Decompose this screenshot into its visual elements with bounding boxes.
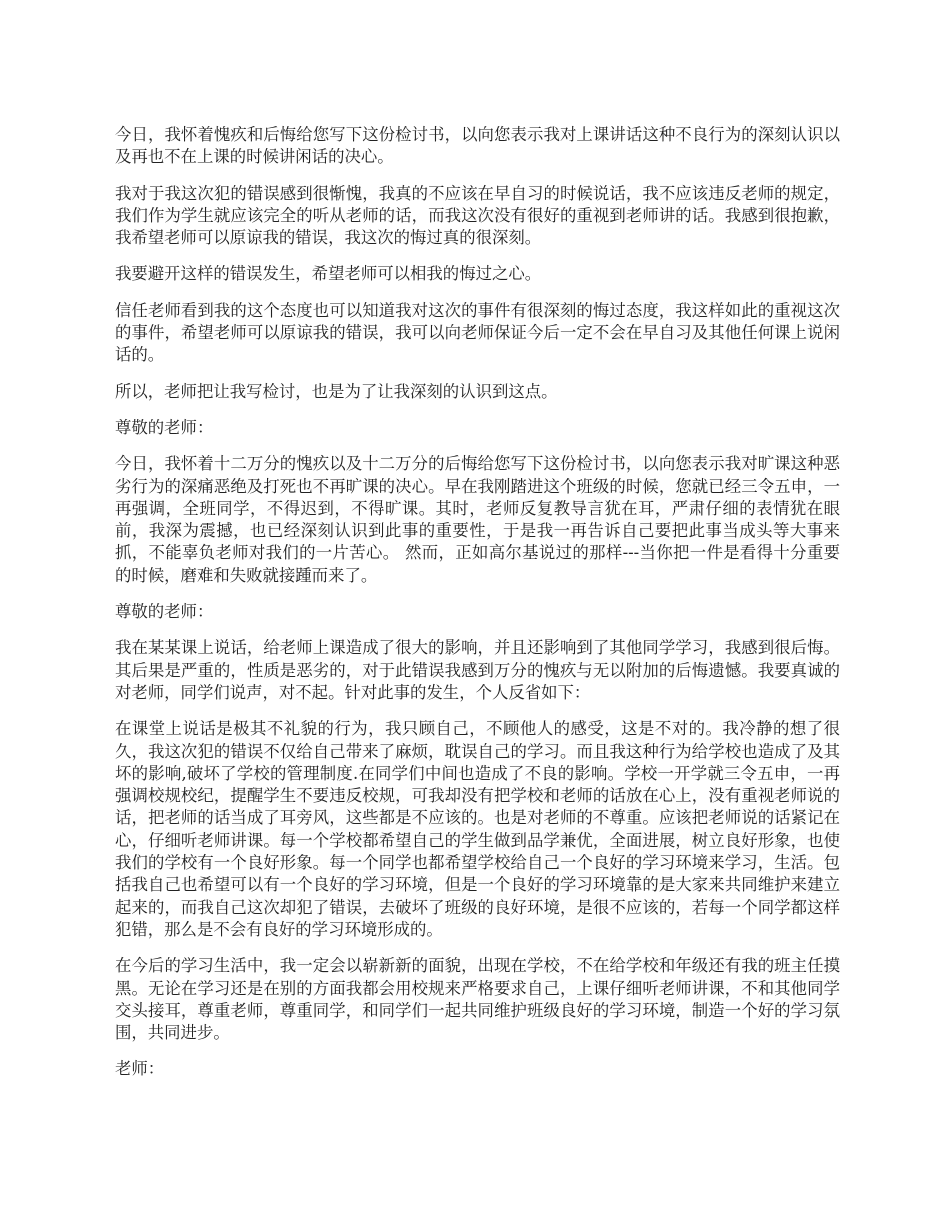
- paragraph-1: 今日，我怀着愧疚和后悔给您写下这份检讨书，以向您表示我对上课讲话这种不良行为的深刻认识以及再也不在上课的时候讲闲话的决心。: [115, 125, 840, 167]
- paragraph-7: 我在某某课上说话，给老师上课造成了很大的影响，并且还影响到了其他同学学习，我感到很后悔。其后果是严重的，性质是恶劣的，对于此错误我感到万分的愧疚与无以附加的后悔遗憾。我要真诚的对老师，同学们说声，对不起。针对此事的发生，个人反省如下：: [115, 638, 840, 702]
- paragraph-4: 信任老师看到我的这个态度也可以知道我对这次的事件有很深刻的悔过态度，我这样如此的重视这次的事件，希望老师可以原谅我的错误，我可以向老师保证今后一定不会在早自习及其他任何课上说闲话的。: [115, 300, 840, 365]
- paragraph-2: 我对于我这次犯的错误感到很惭愧，我真的不应该在早自习的时候说话，我不应该违反老师的规定，我们作为学生就应该完全的听从老师的话，而我这次没有很好的重视到老师讲的话。我感到很抱歉，我希望老师可以原谅我的错误，我这次的悔过真的很深刻。: [115, 183, 840, 248]
- document-body: [115, 124, 840, 1095]
- paragraph-5: 所以，老师把让我写检讨，也是为了让我深刻的认识到这点。: [115, 381, 558, 401]
- salutation-1: 尊敬的老师：: [115, 417, 214, 437]
- paragraph-8: 在课堂上说话是极其不礼貌的行为，我只顾自己，不顾他人的感受，这是不对的。我冷静的想了很久，我这次犯的错误不仅给自己带来了麻烦，耽误自己的学习。而且我这种行为给学校也造成了及其坏的影响,破坏了学校的管理制度.在同学们中间也造成了不良的影响。学校一开学就三令五申，一再强调校规校纪，提醒学生不要违反校规，可我却没有把学校和老师的话放在心上，没有重视老师说的话，把老师的话当成了耳旁风，这些都是不应该的。也是对老师的不尊重。应该把老师说的话紧记在心，仔细听老师讲课。每一个学校都希望自己的学生做到品学兼优，全面进展，树立良好形象，也使我们的学校有一个良好形象。每一个同学也都希望学校给自己一个良好的学习环境来学习，生活。包括我自己也希望可以有一个良好的学习环境，但是一个良好的学习环境靠的是大家来共同维护来建立起来的，而我自己这次却犯了错误，去破坏了班级的良好环境，是很不应该的，若每一个同学都这样犯错，那么是不会有良好的学习环境形成的。: [115, 719, 840, 939]
- paragraph-6: 今日，我怀着十二万分的愧疚以及十二万分的后悔给您写下这份检讨书，以向您表示我对旷课这种恶劣行为的深痛恶绝及打死也不再旷课的决心。早在我刚踏进这个班级的时候，您就已经三令五申，一再强调，全班同学，不得迟到，不得旷课。其时，老师反复教导言犹在耳，严肃仔细的表情犹在眼前，我深为震撼，也已经深刻认识到此事的重要性，于是我一再告诉自己要把此事当成头等大事来抓，不能辜负老师对我们的一片苦心。 然而，正如高尔基说过的那样---当你把一件是看得十分重要的时候，磨难和失败就接踵而来了。: [115, 454, 840, 585]
- paragraph-3: 我要避开这样的错误发生，希望老师可以相我的悔过之心。: [115, 264, 542, 284]
- salutation-2: 尊敬的老师：: [115, 602, 214, 622]
- salutation-3: 老师：: [115, 1059, 165, 1079]
- paragraph-9: 在今后的学习生活中，我一定会以崭新新的面貌，出现在学校，不在给学校和年级还有我的班主任摸黑。无论在学习还是在别的方面我都会用校规来严格要求自己，上课仔细听老师讲课，不和其他同学交头接耳，尊重老师，尊重同学，和同学们一起共同维护班级良好的学习环境，制造一个好的学习氛围，共同进步。: [115, 956, 840, 1043]
